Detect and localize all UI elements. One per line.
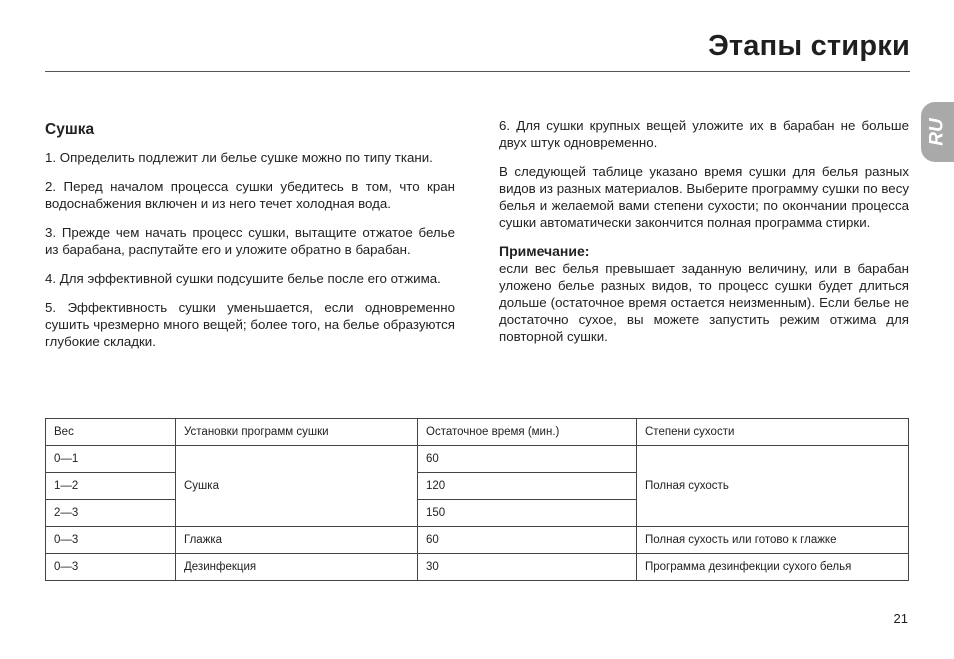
paragraph: 6. Для сушки крупных вещей уложите их в барабан не больше двух штук одновременно. xyxy=(499,118,909,150)
language-tab xyxy=(921,102,954,162)
cell-time: 30 xyxy=(418,554,637,581)
drying-time-table xyxy=(45,418,909,581)
cell-weight: 1—2 xyxy=(46,473,176,500)
cell-dryness: Полная сухость или готово к глажке xyxy=(637,527,909,554)
paragraph: 3. Прежде чем начать процесс сушки, вытащите отжатое белье из барабана, распутайте его и уложите обратно в барабан. xyxy=(45,225,455,257)
page-number: 21 xyxy=(893,611,908,626)
cell-time: 60 xyxy=(418,446,637,473)
paragraph: В следующей таблице указано время сушки для белья разных видов из разных материалов. Выберите программу сушки по весу белья и желаемой вами степени сухости; по окончании процесса сушки автоматически закончится полная программа стирки. xyxy=(499,164,909,230)
cell-time: 60 xyxy=(418,527,637,554)
paragraph: 5. Эффективность сушки уменьшается, если одновременно сушить чрезмерно много вещей; более того, на белье образуются глубокие складки. xyxy=(45,300,455,349)
column-header-program: Установки программ сушки xyxy=(176,419,418,446)
cell-weight: 0—1 xyxy=(46,446,176,473)
cell-time: 120 xyxy=(418,473,637,500)
paragraph: 2. Перед началом процесса сушки убедитесь в том, что кран водоснабжения включен и из него течет холодная вода. xyxy=(45,179,455,211)
table-row xyxy=(46,527,909,554)
cell-program: Сушка xyxy=(176,446,418,527)
note-heading: Примечание: xyxy=(499,243,590,259)
cell-dryness: Полная сухость xyxy=(637,446,909,527)
page-title: Этапы стирки xyxy=(708,30,910,62)
column-header-weight: Вес xyxy=(46,419,176,446)
paragraph: 4. Для эффективной сушки подсушите белье после его отжима. xyxy=(45,271,441,286)
cell-program: Глажка xyxy=(176,527,418,554)
column-header-dryness: Степени сухости xyxy=(637,419,909,446)
cell-dryness: Программа дезинфекции сухого белья xyxy=(637,554,909,581)
table-row xyxy=(46,554,909,581)
paragraph: 1. Определить подлежит ли белье сушке можно по типу ткани. xyxy=(45,150,433,165)
cell-weight: 2—3 xyxy=(46,500,176,527)
table-header-row xyxy=(46,419,909,446)
cell-weight: 0—3 xyxy=(46,554,176,581)
table-row xyxy=(46,446,909,473)
language-tab-label: RU xyxy=(926,118,948,146)
header-divider xyxy=(45,71,910,72)
cell-program: Дезинфекция xyxy=(176,554,418,581)
right-column xyxy=(499,117,909,345)
left-column xyxy=(45,117,455,362)
section-heading: Сушка xyxy=(45,121,95,138)
cell-time: 150 xyxy=(418,500,637,527)
column-header-time: Остаточное время (мин.) xyxy=(418,419,637,446)
note-body: если вес белья превышает заданную величину, или в барабан уложено белье разных видов, то процесс сушки будет длиться дольше (остаточное время остается неизменным). Если белье не достаточно сухое, вы можете запустить режим отжима для повторной сушки. xyxy=(499,261,909,344)
cell-weight: 0—3 xyxy=(46,527,176,554)
